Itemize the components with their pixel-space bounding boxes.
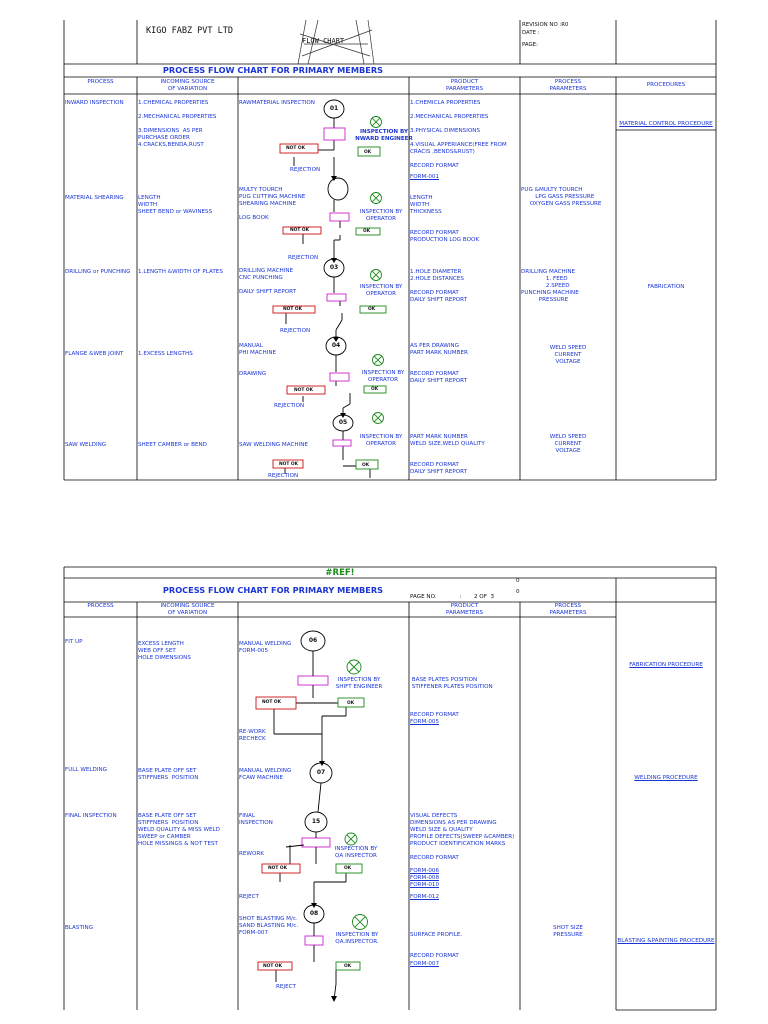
inspection-3: INSPECTION BY OPERATOR bbox=[359, 284, 403, 297]
mid-flange: MANUAL PHI MACHINE DRAWING bbox=[239, 343, 277, 377]
inspection-2: INSPECTION BY OPERATOR bbox=[359, 209, 403, 222]
process-full-welding: FULL WELDING bbox=[65, 767, 107, 773]
incoming-fitup: EXCESS LENGTH WEB OFF SET HOLE DIMENSIONS bbox=[138, 641, 191, 661]
header-product: PRODUCT PARAMETERS bbox=[445, 79, 484, 92]
procedure-material-control-link[interactable]: MATERIAL CONTROL PROCEDURE bbox=[619, 121, 713, 127]
ok-2: OK bbox=[363, 229, 371, 234]
mid-final-inspection: FINAL INSPECTION bbox=[239, 813, 273, 826]
s2-header-process: PROCESS bbox=[87, 603, 114, 609]
s2-ok-3: OK bbox=[344, 964, 352, 969]
header-process: PROCESS bbox=[87, 79, 114, 85]
s2-inspection-3: INSPECTION BY QA.INSPECTOR. bbox=[335, 932, 379, 945]
process-drilling: DRILLING or PUNCHING bbox=[65, 269, 131, 275]
mid-blasting: SHOT BLASTING M/c. SAND BLASTING M/c. FORM-007 bbox=[239, 916, 299, 936]
product-blasting: SURFACE PROFILE. bbox=[410, 932, 463, 938]
rejection-3: REJECTION bbox=[280, 328, 311, 334]
form-005-link[interactable]: FORM-005 bbox=[410, 719, 440, 725]
s2-not-ok-1: NOT OK bbox=[262, 700, 282, 705]
header-procedures: PROCEDURES bbox=[646, 82, 686, 88]
mid-full-welding: MANUAL WELDING FCAW MACHINE bbox=[239, 768, 292, 781]
s2-ok-2: OK bbox=[344, 866, 352, 871]
params-flange: WELD SPEED CURRENT VOLTAGE bbox=[549, 345, 587, 365]
revision-date: DATE : bbox=[522, 30, 540, 36]
s2-header-params: PROCESS PARAMETERS bbox=[549, 603, 587, 616]
params-shearing: PUG &MULTY TOURCH LPG GASS PRESSURE OXYGEN GASS PRESSURE bbox=[521, 187, 602, 207]
rejection-5: REJECTION bbox=[268, 473, 299, 479]
not-ok-1: NOT OK bbox=[286, 146, 306, 151]
process-final-inspection: FINAL INSPECTION bbox=[65, 813, 117, 819]
rejection-1: REJECTION bbox=[290, 167, 321, 173]
s2-inspection-1: INSPECTION BY SHIFT ENGINEER bbox=[335, 677, 383, 690]
ok-4: OK bbox=[371, 387, 379, 392]
step-03: 03 bbox=[329, 264, 339, 271]
process-saw: SAW WELDING bbox=[65, 442, 107, 448]
procedure-fabrication: FABRICATION bbox=[647, 284, 685, 290]
header-params: PROCESS PARAMETERS bbox=[549, 79, 587, 92]
product-inward: 1.CHEMICLA PROPERTIES 2.MECHANICAL PROPERTIES 3.PHYSICAL DIMENSIONS 4.VISUAL APPERIANCE(FREE FROM CRACIS ,BENDS&RUST) RECORD FORMAT bbox=[410, 100, 507, 169]
incoming-full-welding: BASE PLATE OFF SET STIFFNERS POSITION bbox=[138, 768, 199, 781]
params-drilling: DRILLING MACHINE 1. FEED 2.SPEED PUNCHING MACHINE PRESSURE bbox=[521, 269, 579, 303]
company-name: KIGO FABZ PVT LTD bbox=[146, 26, 233, 36]
step-01: 01 bbox=[329, 105, 339, 112]
rejection-4: REJECTION bbox=[274, 403, 305, 409]
procedure-fabrication-link[interactable]: FABRICATION PROCEDURE bbox=[629, 662, 703, 668]
product-fitup: BASE PLATES POSITION STIFFENER PLATES POSITION RECORD FORMAT bbox=[410, 677, 493, 718]
ref-error: #REF! bbox=[325, 568, 355, 578]
document-title: FLOW CHART bbox=[302, 37, 345, 45]
s2-inspection-2: INSPECTION BY QA INSPECTOR bbox=[334, 846, 378, 859]
params-saw: WELD SPEED CURRENT VOLTAGE bbox=[549, 434, 587, 454]
not-ok-4: NOT OK bbox=[294, 388, 314, 393]
revision-block bbox=[522, 21, 568, 49]
zero-2: 0 bbox=[516, 589, 520, 595]
zero-1: 0 bbox=[516, 578, 520, 584]
s2-ok-1: OK bbox=[347, 701, 355, 706]
s2-header-incoming: INCOMING SOURCE OF VARIATION bbox=[160, 603, 215, 616]
page-number: PAGE NO. : 2 OF 3 bbox=[410, 594, 495, 600]
procedure-welding-link[interactable]: WELDING PROCEDURE bbox=[634, 775, 698, 781]
product-final-inspection: VISUAL DEFECTS DIMENSIONS AS PER DRAWING WELD SIZE & QUALITY PROFILE DEFECTS(SWEEP &CAMBER) PRODUCT IDENTIFICATION MARKS RECORD FORMAT bbox=[410, 813, 515, 861]
process-inward: INWARD INSPECTION bbox=[65, 100, 124, 106]
s2-not-ok-3: NOT OK bbox=[263, 964, 283, 969]
incoming-drilling: 1.LENGTH &WIDTH OF PLATES bbox=[138, 269, 223, 275]
step-04: 04 bbox=[331, 342, 341, 349]
inspection-4: INSPECTION BY OPERATOR bbox=[361, 370, 405, 383]
product-shearing: LENGTH WIDTH THICKNESS RECORD FORMAT PRODUCTION LOG BOOK bbox=[410, 195, 480, 243]
reject-2: REJECT bbox=[276, 984, 296, 990]
process-flange: FLANGE &WEB JOINT bbox=[65, 351, 124, 357]
mid-drilling: DRILLING MACHINE CNC PUNCHING DAILY SHIFT REPORT bbox=[239, 268, 297, 295]
ok-5: OK bbox=[362, 463, 370, 468]
step-06: 06 bbox=[308, 637, 318, 644]
incoming-shearing: LENGTH WIDTH SHEET BEND or WAVINESS bbox=[138, 195, 213, 215]
revision-page: PAGE: bbox=[522, 42, 538, 48]
step-15: 15 bbox=[311, 818, 321, 825]
sheet1-title: PROCESS FLOW CHART FOR PRIMARY MEMBERS bbox=[162, 65, 384, 75]
sheet2-title: PROCESS FLOW CHART FOR PRIMARY MEMBERS bbox=[162, 585, 384, 595]
mid-saw: SAW WELDING MACHINE bbox=[239, 442, 308, 448]
incoming-saw: SHEET CAMBER or BEND bbox=[138, 442, 207, 448]
s2-not-ok-2: NOT OK bbox=[268, 866, 288, 871]
inspection-1: INSPECTION BY NWARD ENGINEER bbox=[355, 129, 413, 142]
form-001-link[interactable]: FORM-001 bbox=[410, 174, 440, 180]
not-ok-3: NOT OK bbox=[283, 307, 303, 312]
s2-header-product: PRODUCT PARAMETERS bbox=[445, 603, 484, 616]
mid-shearing: MULTY TOURCH PUG CUTTING MACHINE SHEARING MACHINE LOG BOOK bbox=[239, 187, 306, 221]
rework-label: REWORK bbox=[239, 851, 264, 857]
process-fitup: FIT UP bbox=[65, 639, 83, 645]
product-saw: PART MARK NUMBER WELD SIZE,WELD QUALITY RECORD FORMAT DAILY SHIFT REPORT bbox=[410, 434, 485, 475]
incoming-final-inspection: BASE PLATE OFF SET STIFFNERS POSITION WELD QUALITY & MISS WELD SWEEP or CAMBER HOLE MISSINGS & NOT TEST bbox=[138, 813, 220, 847]
reject-1: REJECT bbox=[239, 894, 259, 900]
rework-recheck: RE-WORK RECHECK bbox=[239, 729, 266, 742]
mid-fitup: MANUAL WELDING FORM-005 bbox=[239, 641, 292, 654]
step-07: 07 bbox=[316, 769, 326, 776]
revision-no: REVISION NO :R0 bbox=[522, 22, 569, 28]
rejection-2: REJECTION bbox=[288, 255, 319, 261]
ok-1: OK bbox=[364, 150, 372, 155]
not-ok-5: NOT OK bbox=[279, 462, 299, 467]
product-flange: AS PER DRAWING PART MARK NUMBER RECORD FORMAT DAILY SHIFT REPORT bbox=[410, 343, 468, 384]
not-ok-2: NOT OK bbox=[290, 228, 310, 233]
product-drilling: 1.HOLE DIAMETER 2.HOLE DISTANCES RECORD FORMAT DAILY SHIFT REPORT bbox=[410, 269, 468, 303]
process-shearing: MATERIAL SHEARING bbox=[65, 195, 124, 201]
step-08: 08 bbox=[309, 910, 319, 917]
inspection-5: INSPECTION BY OPERATOR bbox=[359, 434, 403, 447]
form-007-link[interactable]: FORM-007 bbox=[410, 961, 440, 967]
process-blasting: BLASTING bbox=[65, 925, 94, 931]
header-incoming: INCOMING SOURCE OF VARIATION bbox=[160, 79, 215, 92]
form-012-link[interactable]: FORM-012 bbox=[410, 894, 440, 900]
mid-inward: RAWMATERIAL INSPECTION bbox=[239, 100, 315, 106]
incoming-flange: 1.EXCESS LENGTHS bbox=[138, 351, 193, 357]
form-006-008-010-link[interactable]: FORM-006 FORM-008 FORM-010 bbox=[410, 868, 440, 888]
product-blasting-record: RECORD FORMAT bbox=[410, 953, 459, 959]
incoming-inward: 1.CHEMICAL PROPERTIES 2.MECHANICAL PROPERTIES 3.DIMENSIONS AS PER PURCHASE ORDER 4.CRACKS,BENDA,RUST bbox=[138, 100, 217, 148]
procedure-blasting-painting-link[interactable]: BLASTING &PAINTING PROCEDURE bbox=[617, 938, 715, 944]
ok-3: OK bbox=[368, 307, 376, 312]
params-blasting: SHOT SIZE PRESSURE bbox=[553, 925, 583, 938]
step-05: 05 bbox=[338, 419, 348, 426]
